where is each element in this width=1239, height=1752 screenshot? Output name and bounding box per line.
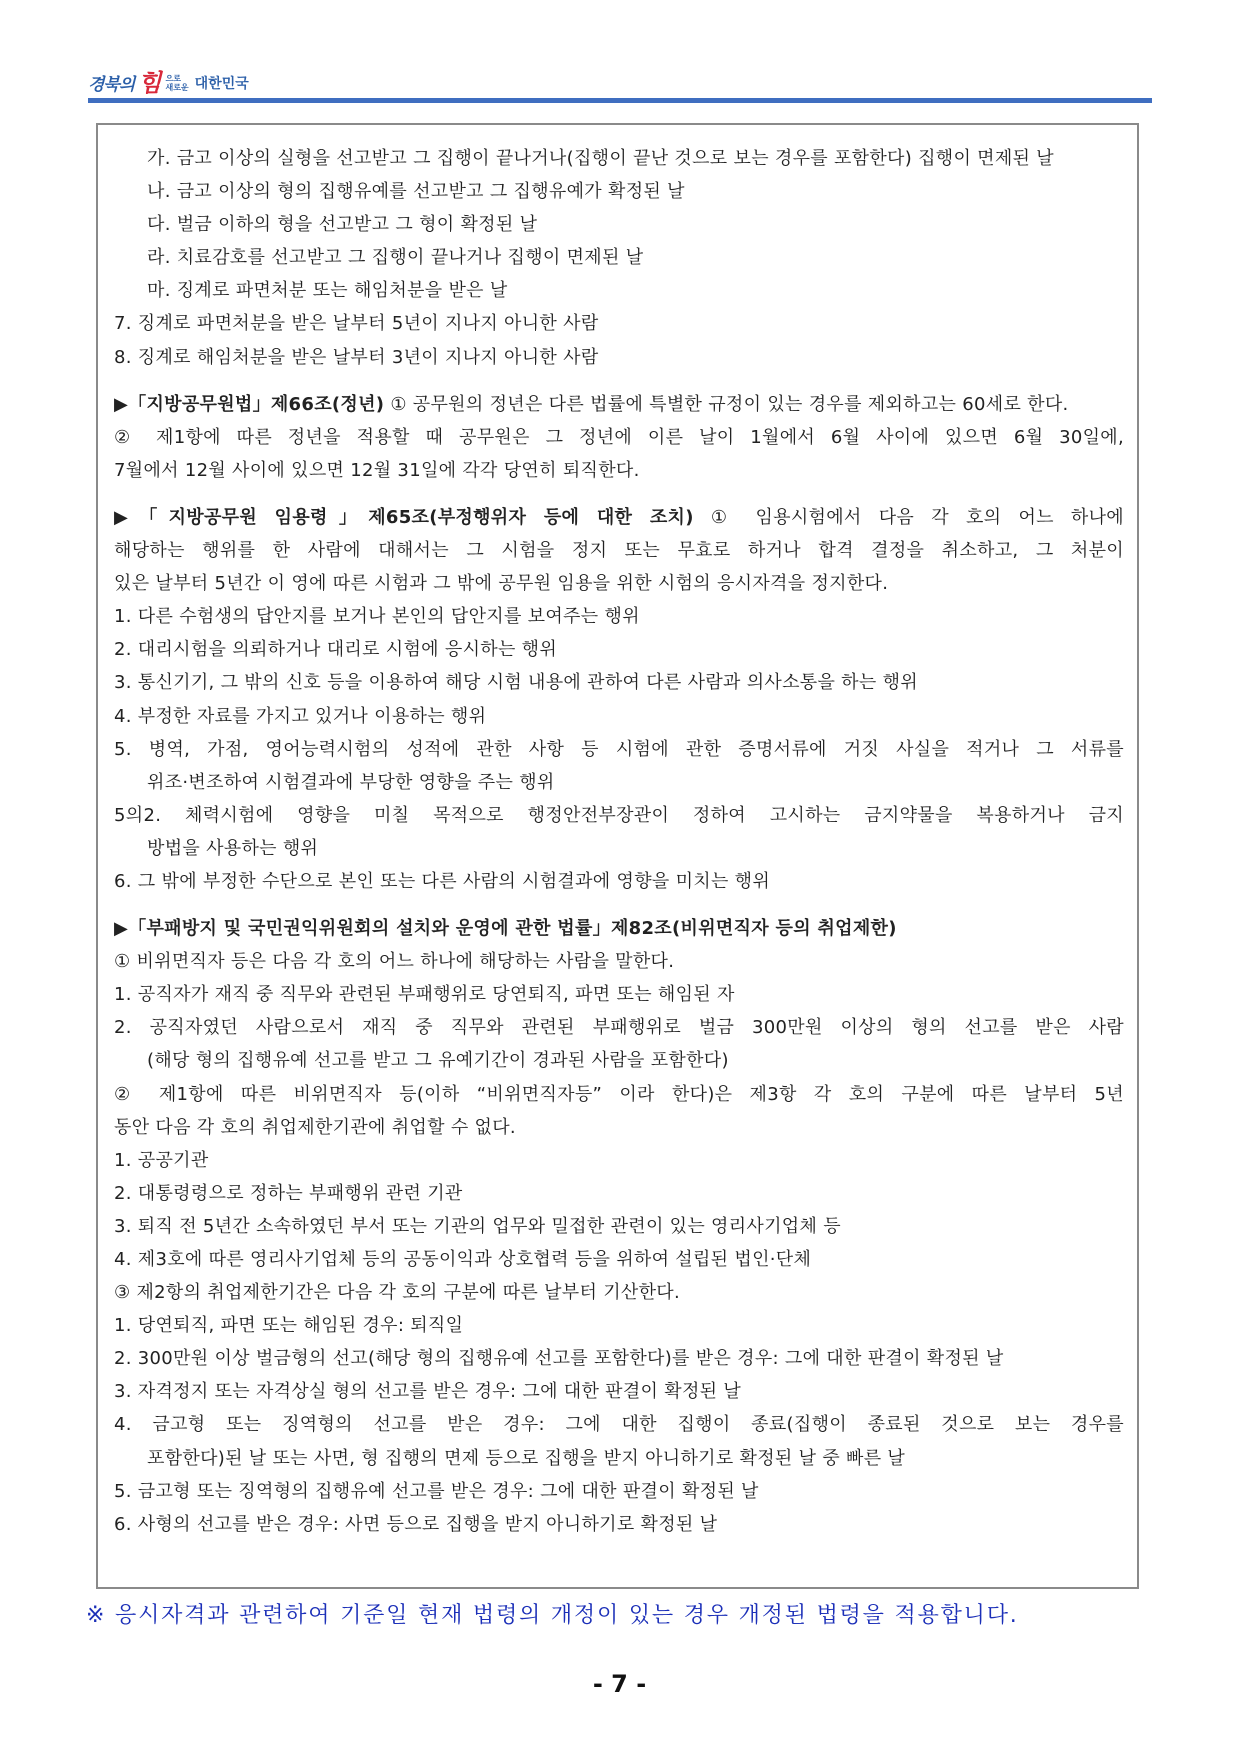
- document-line: 5. 병역, 가점, 영어능력시험의 성적에 관한 사항 등 시험에 관한 증명서류에 거짓 사실을 적거나 그 서류를: [114, 738, 1124, 760]
- document-line: 6. 그 밖에 부정한 수단으로 본인 또는 다른 사람의 시험결과에 영향을 미치는 행위: [114, 870, 771, 892]
- document-line: 6. 사형의 선고를 받은 경우: 사면 등으로 집행을 받지 아니하기로 확정된 날: [114, 1513, 718, 1535]
- logo-mark: 힘: [138, 67, 162, 97]
- document-line: 3. 통신기기, 그 밖의 신호 등을 이용하여 해당 시험 내용에 관하여 다른 사람과 의사소통을 하는 행위: [114, 672, 918, 694]
- section-heading-title: ▶「부패방지 및 국민권익위원회의 설치와 운영에 관한 법률」제82조(비위면직자 등의 취업제한): [114, 918, 897, 940]
- document-line: ② 제1항에 따른 정년을 적용할 때 공무원은 그 정년에 이른 날이 1월에서 6월 사이에 있으면 6월 30일에,: [114, 426, 1124, 448]
- document-line: 1. 공직자가 재직 중 직무와 관련된 부패행위로 당연퇴직, 파면 또는 해임된 자: [114, 984, 735, 1006]
- document-line: 2. 대리시험을 의뢰하거나 대리로 시험에 응시하는 행위: [114, 639, 558, 661]
- document-line: 동안 다음 각 호의 취업제한기관에 취업할 수 없다.: [114, 1116, 516, 1138]
- section-heading-title: ▶「지방공무원법」제66조(정년): [114, 393, 385, 415]
- document-line: 4. 제3호에 따른 영리사기업체 등의 공동이익과 상호협력 등을 위하여 설립된 법인·단체: [114, 1249, 812, 1270]
- document-line: 8. 징계로 해임처분을 받은 날부터 3년이 지나지 아니한 사람: [114, 346, 599, 368]
- document-line: 나. 금고 이상의 형의 집행유예를 선고받고 그 집행유예가 확정된 날: [147, 181, 685, 203]
- document-line: ① 비위면직자 등은 다음 각 호의 어느 하나에 해당하는 사람을 말한다.: [114, 951, 675, 973]
- document-line: 1. 다른 수험생의 답안지를 보거나 본인의 답안지를 보여주는 행위: [114, 606, 640, 628]
- document-line: 3. 퇴직 전 5년간 소속하였던 부서 또는 기관의 업무와 밀접한 관련이 있는 영리사기업체 등: [114, 1215, 841, 1237]
- document-line: 2. 공직자였던 사람으로서 재직 중 직무와 관련된 부패행위로 벌금 300만원 이상의 형의 선고를 받은 사람: [114, 1017, 1124, 1039]
- page-number: - 7 -: [592, 1670, 647, 1698]
- header-rule: [88, 98, 1152, 103]
- notice-text: ※ 응시자격과 관련하여 기준일 현재 법령의 개정이 있는 경우 개정된 법령을 적용합니다.: [86, 1603, 1019, 1628]
- document-line: 위조·변조하여 시험결과에 부당한 영향을 주는 행위: [147, 771, 555, 793]
- section-gap: [114, 374, 1124, 388]
- document-line: 있은 날부터 5년간 이 영에 따른 시험과 그 밖에 공무원 임용을 위한 시험의 응시자격을 정지한다.: [114, 573, 889, 595]
- document-line: 4. 부정한 자료를 가지고 있거나 이용하는 행위: [114, 705, 487, 727]
- document-line: 4. 금고형 또는 징역형의 선고를 받은 경우: 그에 대한 집행이 종료(집행이 종료된 것으로 보는 경우를: [114, 1414, 1124, 1436]
- content-box: [96, 123, 1139, 1589]
- document-line: 1. 당연퇴직, 파면 또는 해임된 경우: 퇴직일: [114, 1315, 464, 1337]
- document-line: 5. 금고형 또는 징역형의 집행유예 선고를 받은 경우: 그에 대한 판결이 확정된 날: [114, 1480, 759, 1502]
- section-heading: [114, 388, 1124, 421]
- header-logo: [88, 67, 249, 97]
- document-line: 2. 대통령령으로 정하는 부패행위 관련 기관: [114, 1182, 463, 1204]
- logo-main-text: 대한민국: [194, 75, 249, 92]
- section-gap: [114, 898, 1124, 912]
- section-gap: [114, 487, 1124, 501]
- document-line: 해당하는 행위를 한 사람에 대해서는 그 시험을 정지 또는 무효로 하거나 합격 결정을 취소하고, 그 처분이: [114, 540, 1124, 562]
- document-line: 1. 공공기관: [114, 1149, 209, 1171]
- document-line: 라. 치료감호를 선고받고 그 집행이 끝나거나 집행이 면제된 날: [147, 247, 644, 269]
- document-line: 7. 징계로 파면처분을 받은 날부터 5년이 지나지 아니한 사람: [114, 313, 599, 335]
- document-line: 5의2. 체력시험에 영향을 미칠 목적으로 행정안전부장관이 정하여 고시하는 금지약물을 복용하거나 금지: [114, 804, 1124, 826]
- document-line: (해당 형의 집행유예 선고를 받고 그 유예기간이 경과된 사람을 포함한다): [147, 1050, 729, 1072]
- section-heading: [114, 501, 1124, 534]
- document-body: [114, 142, 1124, 1541]
- document-line: ③ 제2항의 취업제한기간은 다음 각 호의 구분에 따른 날부터 기산한다.: [114, 1282, 680, 1304]
- section-heading-text: ① 공무원의 정년은 다른 법률에 특별한 규정이 있는 경우를 제외하고는 60세로 한다.: [384, 393, 1069, 415]
- section-heading-title: ▶「지방공무원 임용령」제65조(부정행위자 등에 대한 조치): [114, 506, 694, 528]
- document-line: 가. 금고 이상의 실형을 선고받고 그 집행이 끝나거나(집행이 끝난 것으로 보는 경우를 포함한다) 집행이 면제된 날: [147, 148, 1054, 169]
- document-line: 2. 300만원 이상 벌금형의 선고(해당 형의 집행유예 선고를 포함한다)를 받은 경우: 그에 대한 판결이 확정된 날: [114, 1348, 1004, 1370]
- document-line: 방법을 사용하는 행위: [147, 837, 319, 859]
- document-line: 포함한다)된 날 또는 사면, 형 집행의 면제 등으로 집행을 받지 아니하기로 확정된 날 중 빠른 날: [147, 1447, 906, 1469]
- document-line: 3. 자격정지 또는 자격상실 형의 선고를 받은 경우: 그에 대한 판결이 확정된 날: [114, 1381, 742, 1403]
- document-line: ② 제1항에 따른 비위면직자 등(이하 “비위면직자등” 이라 한다)은 제3항 각 호의 구분에 따른 날부터 5년: [114, 1083, 1124, 1105]
- logo-small-text: 으로 새로운: [165, 73, 189, 92]
- document-line: 마. 징계로 파면처분 또는 해임처분을 받은 날: [147, 280, 508, 302]
- document-line: 다. 벌금 이하의 형을 선고받고 그 형이 확정된 날: [147, 214, 538, 236]
- document-line: 7월에서 12월 사이에 있으면 12월 31일에 각각 당연히 퇴직한다.: [114, 459, 640, 481]
- section-heading: [114, 912, 1124, 945]
- logo-script-text: 경북의: [88, 75, 135, 95]
- section-heading-text: ① 임용시험에서 다음 각 호의 어느 하나에: [693, 506, 1124, 528]
